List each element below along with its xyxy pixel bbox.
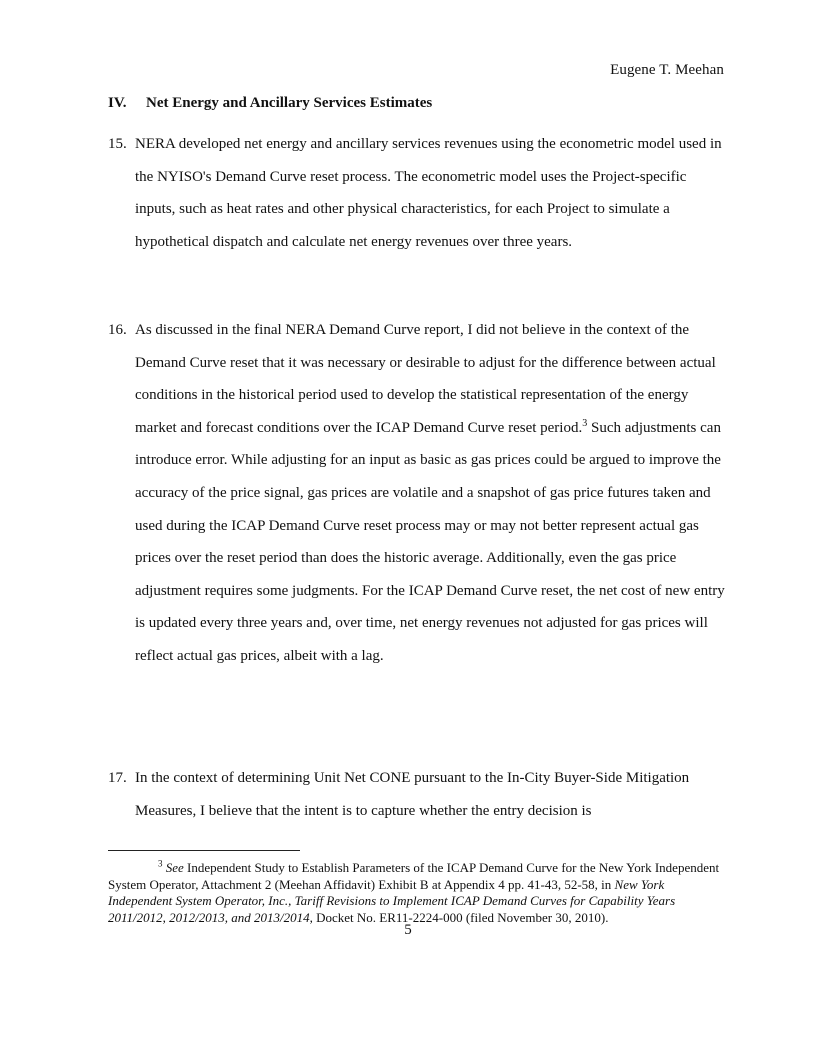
- paragraph-text: [135, 314, 728, 673]
- footnote-3: [108, 860, 728, 926]
- section-title: Net Energy and Ancillary Services Estimates: [146, 95, 433, 111]
- footnote-text-part1: Independent Study to Establish Parameters of the ICAP Demand Curve for the New York Independent System Operator, Attachment 2 (Meehan Affidavit) Exhibit B at Appendix 4 pp. 41-43, 52-58, in: [108, 860, 720, 892]
- footnote-reference[interactable]: 3: [582, 417, 588, 429]
- section-heading: [108, 95, 432, 112]
- page-number: 5: [404, 922, 412, 938]
- section-numeral: IV.: [108, 95, 127, 111]
- footnote-see: See: [165, 860, 184, 875]
- footnote-text-part2: Docket No. ER11-2224-000 (filed November 30, 2010).: [312, 909, 609, 925]
- paragraph-17: [108, 762, 728, 827]
- footnote-marker: 3: [158, 858, 163, 869]
- paragraph-text: In the context of determining Unit Net CONE pursuant to the In-City Buyer-Side Mitigation Measures, I believe that the intent is to capture whether the entry decision is: [135, 770, 690, 819]
- header-author: Eugene T. Meehan: [610, 62, 724, 78]
- paragraph-16: [108, 314, 728, 673]
- paragraph-text: NERA developed net energy and ancillary services revenues using the econometric model used in the NYISO's Demand Curve reset process. The econometric model uses the Project-specific inputs, such as heat rates and other physical characteristics, for each Project to simulate a hypothetical dispatch and calculate net energy revenues over three years.: [135, 136, 722, 250]
- paragraph-number: 17.: [108, 770, 127, 786]
- footnote-divider: [108, 850, 300, 851]
- footnote-italic-citation: New York Independent System Operator, Inc., Tariff Revisions to Implement ICAP Demand Curves for Capability Years 2011/2012, 2012/2013, and 2013/2014,: [108, 876, 676, 925]
- paragraph-number: 15.: [108, 136, 127, 152]
- paragraph-15: [108, 128, 728, 258]
- paragraph-number: 16.: [108, 322, 127, 338]
- paragraph-text-part-b: Such adjustments can introduce error. While adjusting for an input as basic as gas prices could be argued to improve the accuracy of the price signal, gas prices are volatile and a snapshot of gas price futures taken and used during the ICAP Demand Curve reset process may or may not better represent actual gas prices over the reset period than does the historic average. Additionally, even the gas price adjustment requires some judgments. For the ICAP Demand Curve reset, the net cost of new entry is updated every three years and, over time, net energy revenues not adjusted for gas prices will reflect actual gas prices, albeit with a lag.: [135, 419, 725, 664]
- paragraph-text-part-a: As discussed in the final NERA Demand Curve report, I did not believe in the context of the Demand Curve reset that it was necessary or desirable to adjust for the difference between actual conditions in the historical period used to develop the statistical representation of the energy market and forecast conditions over the ICAP Demand Curve reset period.: [135, 322, 716, 436]
